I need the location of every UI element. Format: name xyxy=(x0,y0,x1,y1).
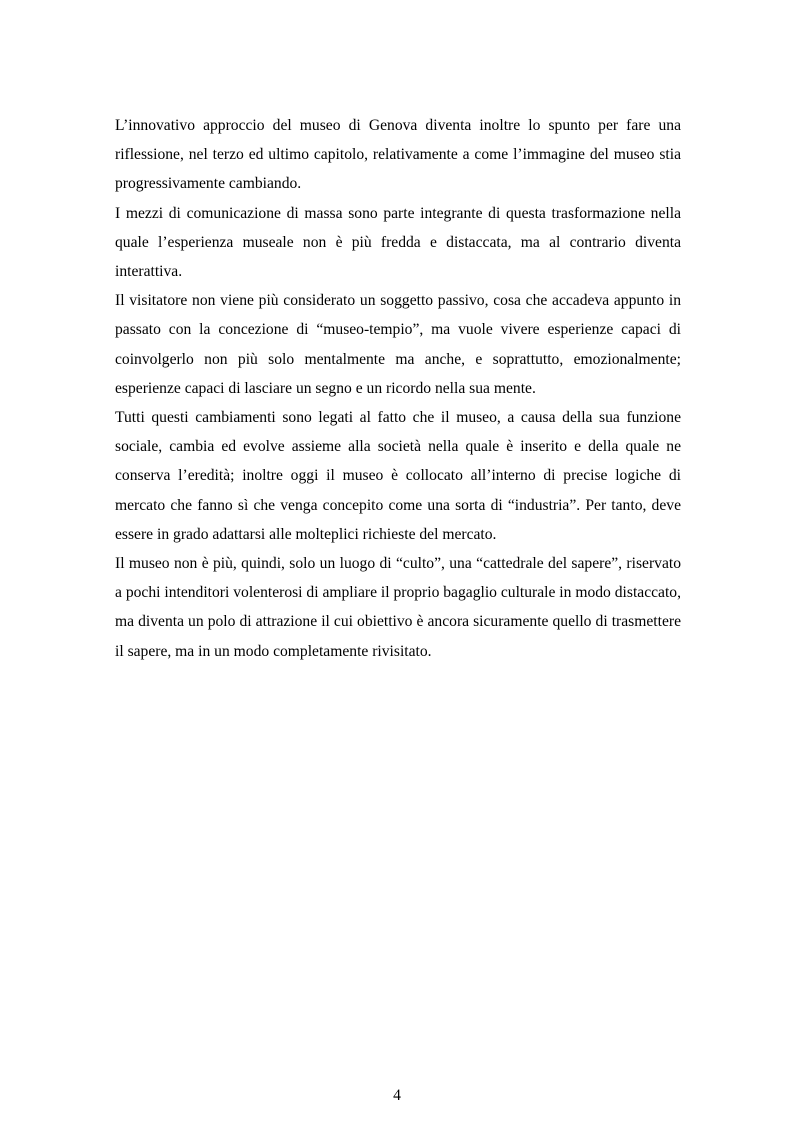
paragraph: Tutti questi cambiamenti sono legati al fatto che il museo, a causa della sua funzione sociale, cambia ed evolve assieme alla società nella quale è inserito e della quale ne conserva l’eredità; inoltre oggi il museo è collocato all’interno di precise logiche di mercato che fanno sì che venga concepito come una sorta di “industria”. Per tanto, deve essere in grado adattarsi alle molteplici richieste del mercato. xyxy=(115,409,681,543)
paragraph: Il visitatore non viene più considerato un soggetto passivo, cosa che accadeva appunto in passato con la concezione di “museo-tempio”, ma vuole vivere esperienze capaci di coinvolgerlo non più solo mentalmente ma anche, e soprattutto, emozionalmente; esperienze capaci di lasciare un segno e un ricordo nella sua mente. xyxy=(115,292,681,397)
paragraph: Il museo non è più, quindi, solo un luogo di “culto”, una “cattedrale del sapere”, riservato a pochi intenditori volenterosi di ampliare il proprio bagaglio culturale in modo distaccato, ma diventa un polo di attrazione il cui obiettivo è ancora sicuramente quello di trasmettere il sapere, ma in un modo completamente rivisitato. xyxy=(115,555,681,660)
page-body xyxy=(115,111,681,666)
paragraph: L’innovativo approccio del museo di Genova diventa inoltre lo spunto per fare una riflessione, nel terzo ed ultimo capitolo, relativamente a come l’immagine del museo stia progressivamente cambiando. xyxy=(115,117,681,193)
paragraph: I mezzi di comunicazione di massa sono parte integrante di questa trasformazione nella quale l’esperienza museale non è più fredda e distaccata, ma al contrario diventa interattiva. xyxy=(115,204,681,281)
page-number: 4 xyxy=(393,1087,401,1104)
